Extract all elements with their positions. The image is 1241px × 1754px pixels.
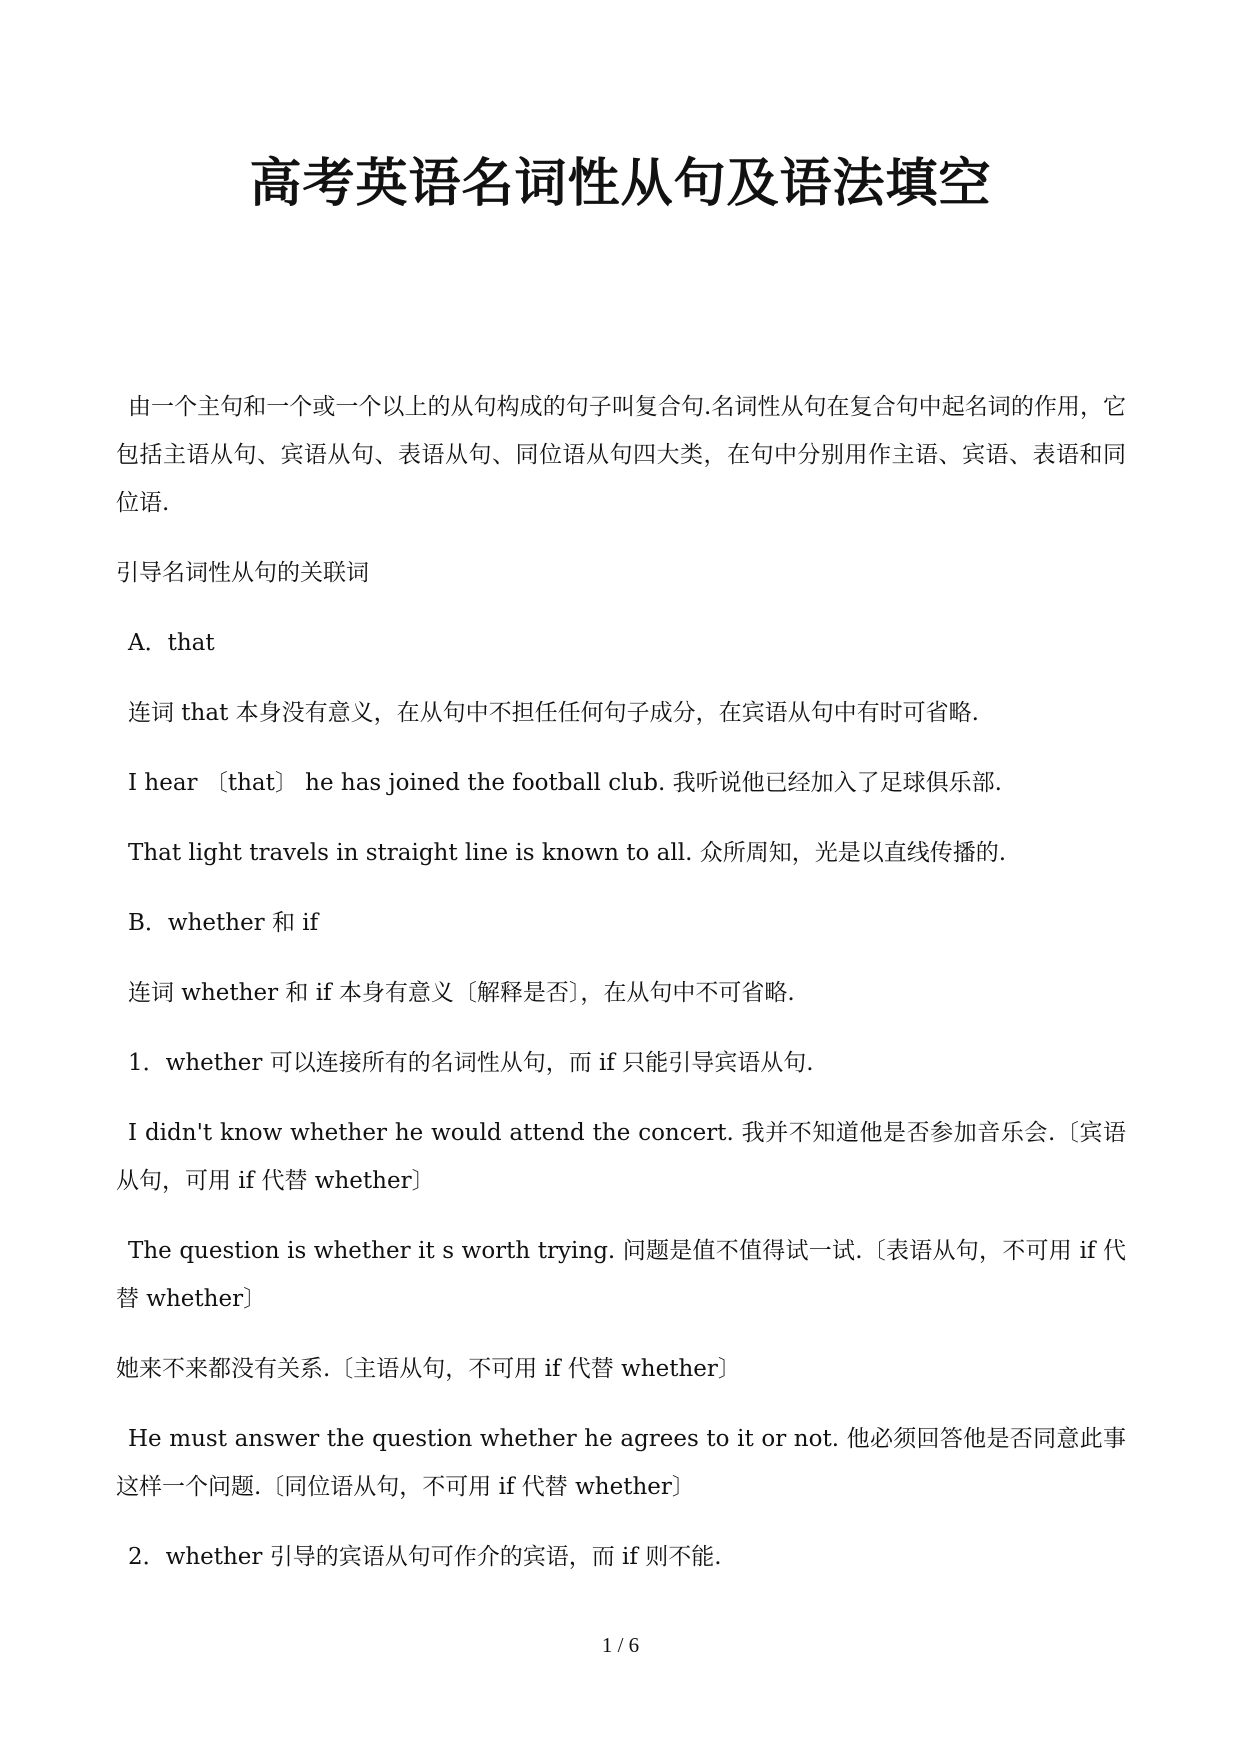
paragraph-rule-2: 2．whether 引导的宾语从句可作介的宾语，而 if 则不能. (128, 1544, 722, 1570)
document-body (116, 383, 1126, 1603)
paragraph-that-example-1: I hear 〔that〕 he has joined the football club. 我听说他已经加入了足球俱乐部. (128, 770, 1002, 796)
paragraph-section-b: B．whether 和 if (128, 910, 319, 936)
paragraph-section-a: A．that (128, 630, 215, 656)
paragraph-that-example-2: That light travels in straight line is known to all. 众所周知，光是以直线传播的. (128, 840, 1007, 866)
paragraph-whether-example-1: I didn't know whether he would attend the concert. 我并不知道他是否参加音乐会.〔宾语从句，可用 if 代替 whether〕 (116, 1120, 1126, 1194)
document-title: 高考英语名词性从句及语法填空 (249, 154, 992, 214)
paragraph-whether-example-3: 她来不来都没有关系.〔主语从句，不可用 if 代替 whether〕 (116, 1356, 741, 1382)
paragraph-that-rule: 连词 that 本身没有意义，在从句中不担任任何句子成分，在宾语从句中有时可省略. (128, 700, 979, 726)
paragraph-heading-connectives: 引导名词性从句的关联词 (116, 560, 369, 586)
page-number: 1 / 6 (601, 1633, 640, 1657)
paragraph-whether-example-4: He must answer the question whether he agrees to it or not. 他必须回答他是否同意此事这样一个问题.〔同位语从句，不可用 if 代替 whether〕 (116, 1426, 1126, 1500)
paragraph-whether-example-2: The question is whether it s worth trying. 问题是值不值得试一试.〔表语从句，不可用 if 代替 whether〕 (116, 1238, 1126, 1312)
paragraph-whether-if-rule: 连词 whether 和 if 本身有意义〔解释是否〕，在从句中不可省略. (128, 980, 795, 1006)
paragraph-rule-1: 1．whether 可以连接所有的名词性从句，而 if 只能引导宾语从句. (128, 1050, 814, 1076)
paragraph-intro: 由一个主句和一个或一个以上的从句构成的句子叫复合句.名词性从句在复合句中起名词的作用，它包括主语从句、宾语从句、表语从句、同位语从句四大类，在句中分别用作主语、宾语、表语和同位语. (116, 394, 1126, 516)
